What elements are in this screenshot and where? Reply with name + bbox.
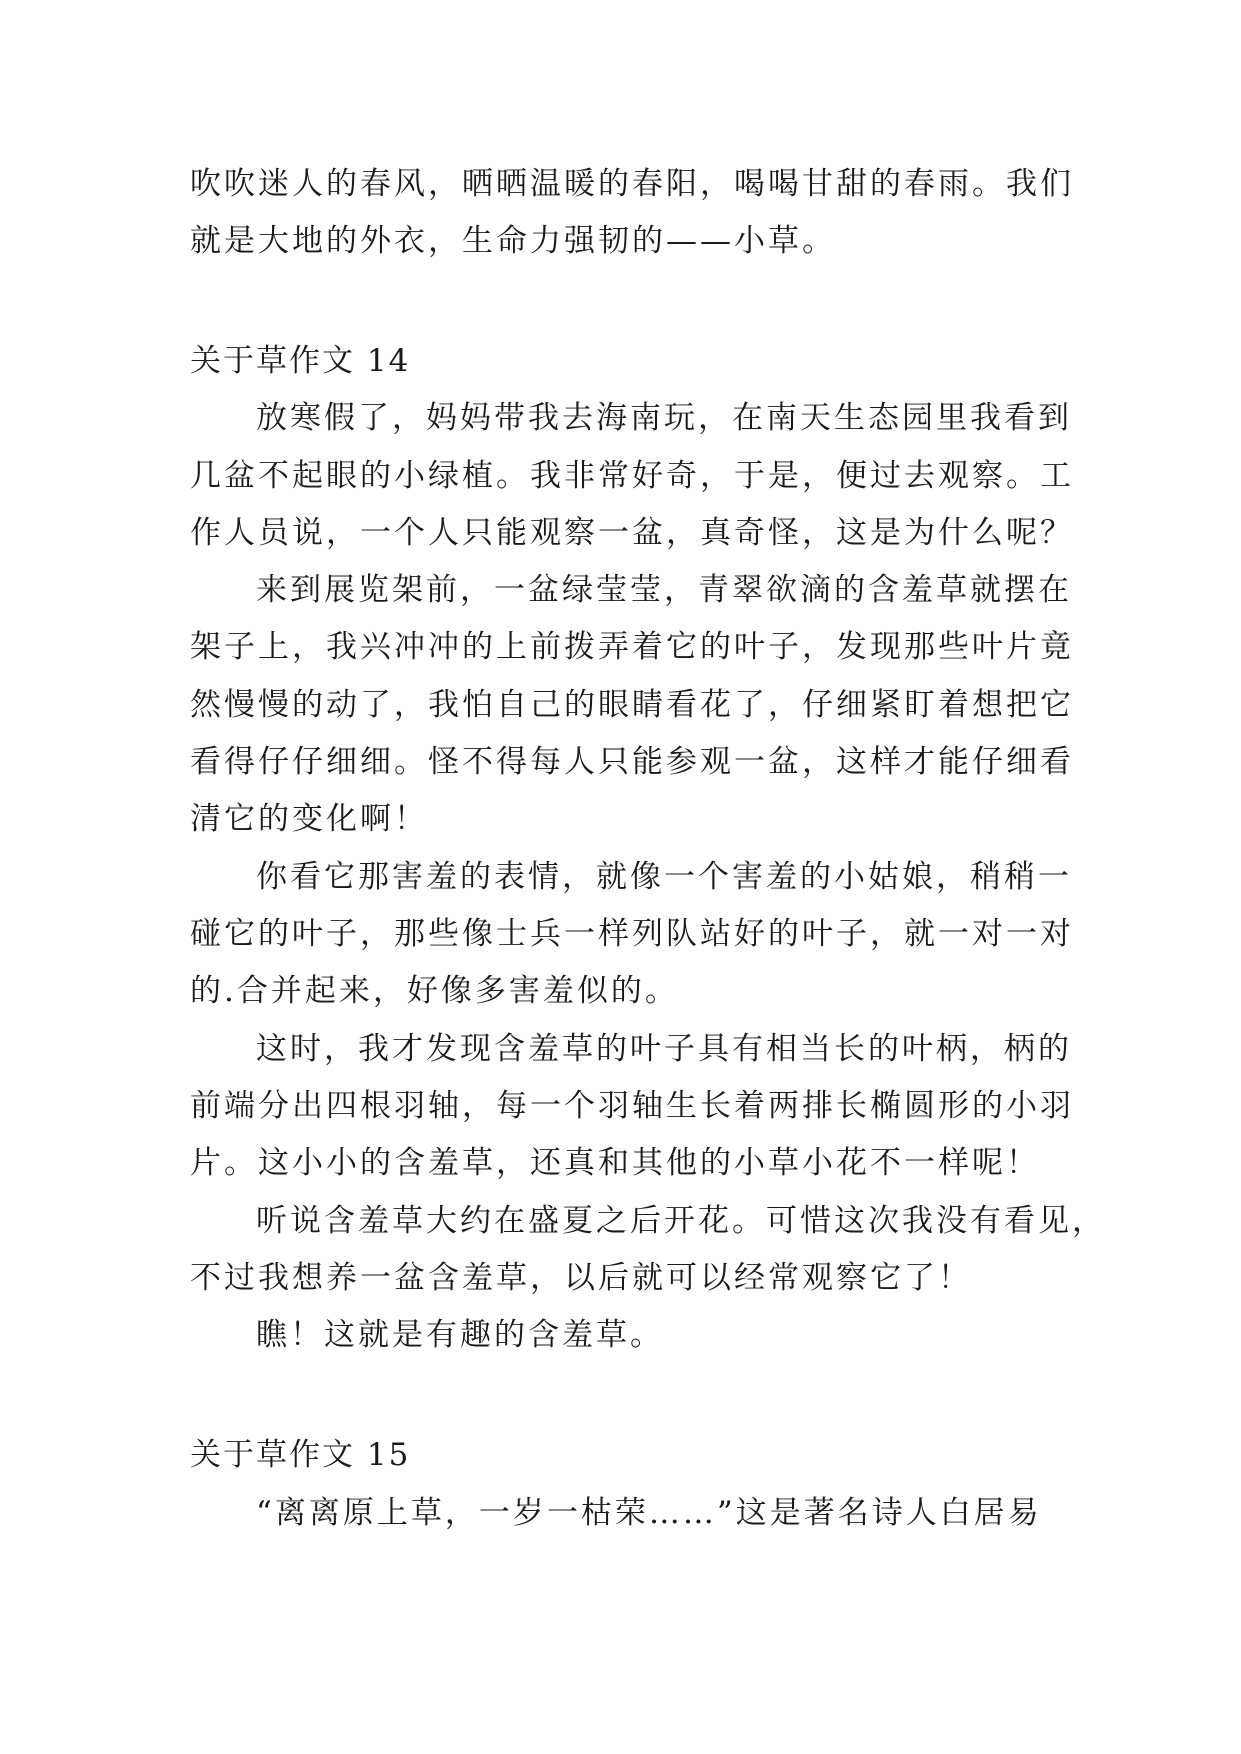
paragraph-line: “离离原上草，一岁一枯荣……”这是著名诗人白居易 [256,1495,1042,1531]
paragraph-line: 的.合并起来，好像多害羞似的。 [190,973,679,1009]
paragraph-line: 清它的变化啊！ [190,801,428,837]
paragraph-line: 前端分出四根羽轴，每一个羽轴生长着两排长椭圆形的小羽 [190,1088,1074,1124]
paragraph-line: 作人员说，一个人只能观察一盆，真奇怪，这是为什么呢？ [190,515,1074,551]
paragraph-line: 不过我想养一盆含羞草，以后就可以经常观察它了！ [190,1260,972,1296]
paragraph-line: 来到展览架前，一盆绿莹莹，青翠欲滴的含羞草就摆在 [256,572,1072,608]
paragraph-line: 看得仔仔细细。怪不得每人只能参观一盆，这样才能仔细看 [190,744,1074,780]
paragraph-line: 瞧！这就是有趣的含羞草。 [256,1317,664,1353]
paragraph-line: 你看它那害羞的表情，就像一个害羞的小姑娘，稍稍一 [256,859,1072,895]
paragraph-line: 这时，我才发现含羞草的叶子具有相当长的叶柄，柄的 [256,1031,1072,1067]
section-heading: 关于草作文 15 [190,1437,411,1473]
intro-line: 就是大地的外衣，生命力强韧的——小草。 [190,223,836,259]
paragraph-line: 碰它的叶子，那些像士兵一样列队站好的叶子，就一对一对 [190,916,1074,952]
paragraph-line: 放寒假了，妈妈带我去海南玩，在南天生态园里我看到 [256,400,1072,436]
paragraph-line: 架子上，我兴冲冲的上前拨弄着它的叶子，发现那些叶片竟 [190,629,1074,665]
paragraph-line: 然慢慢的动了，我怕自己的眼睛看花了，仔细紧盯着想把它 [190,687,1074,723]
paragraph-line: 听说含羞草大约在盛夏之后开花。可惜这次我没有看见， [256,1203,1106,1239]
paragraph-line: 片。这小小的含羞草，还真和其他的小草小花不一样呢！ [190,1145,1040,1181]
intro-line: 吹吹迷人的春风，晒晒温暖的春阳，喝喝甘甜的春雨。我们 [190,166,1074,202]
section-heading: 关于草作文 14 [190,343,411,379]
paragraph-line: 几盆不起眼的小绿植。我非常好奇，于是，便过去观察。工 [190,458,1074,494]
